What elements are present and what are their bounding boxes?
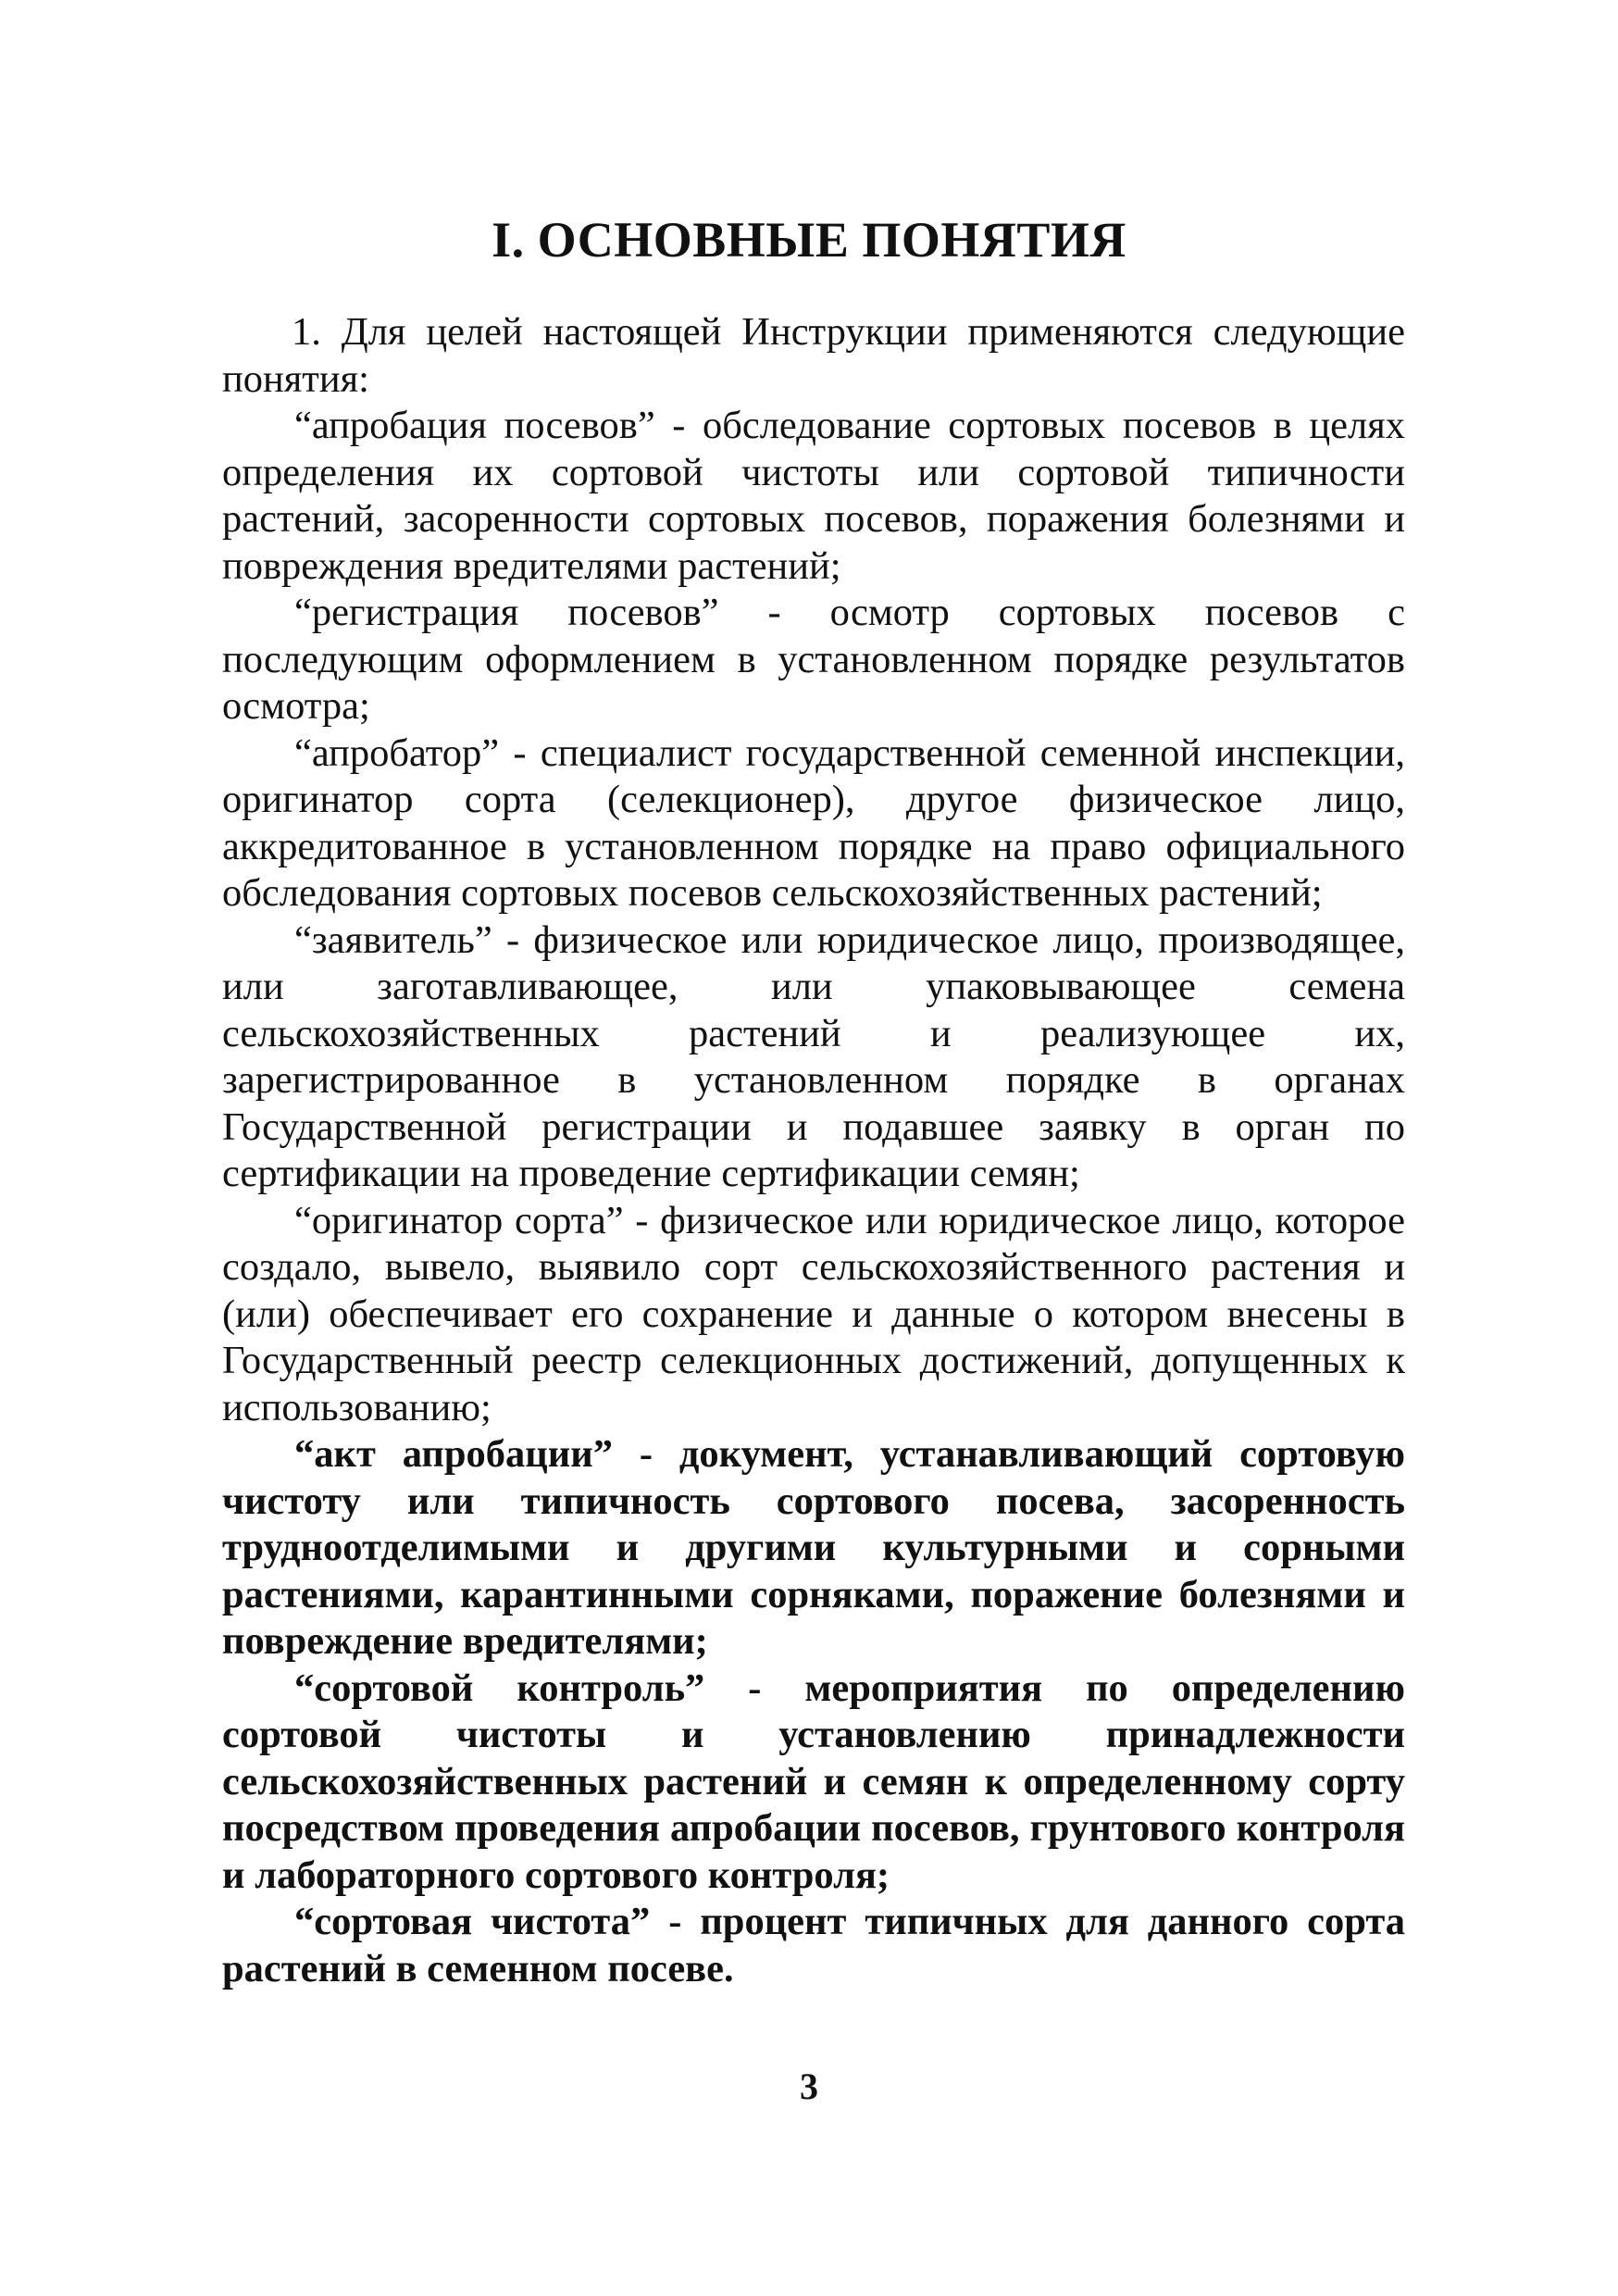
definition-registraciya-posevov: “регистрация посевов” - осмотр сортовых посевов с последующим оформлением в установленном порядке результатов осмотра; <box>222 591 1405 728</box>
document-body <box>222 309 1405 1992</box>
definition-aprobator: “апробатор” - специалист государственной семенной инспекции, оригинатор сорта (селекционер), другое физическое лицо, аккредитованное в установленном порядке на право официального обследования сортовых посевов сельскохозяйственных растений; <box>222 730 1405 915</box>
definition-originator-sorta: “оригинатор сорта” - физическое или юридическое лицо, которое создало, вывело, выявило сорт сельскохозяйственного растения и (или) обеспечивает его сохранение и данные о котором внесены в Государственный реестр селекционных достижений, допущенных к использованию; <box>222 1198 1405 1429</box>
definition-akt-aprobacii: “акт апробации” - документ, устанавливающий сортовую чистоту или типичность сортового посева, засоренность трудноотделимыми и другими культурными и сорными растениями, карантинными сорняками, поражение болезнями и повреждение вредителями; <box>222 1432 1405 1663</box>
intro-paragraph: 1. Для целей настоящей Инструкции применяются следующие понятия: <box>222 310 1405 401</box>
definition-zayavitel: “заявитель” - физическое или юридическое лицо, производящее, или заготавливающее, или упаковывающее семена сельскохозяйственных растений и реализующее их, зарегистрированное в установленном порядке в органах Государственной регистрации и подавшее заявку в орган по сертификации на проведение сертификации семян; <box>222 917 1405 1195</box>
page-number: 3 <box>800 2065 818 2107</box>
definition-sortovoy-kontrol: “сортовой контроль” - мероприятия по определению сортовой чистоты и установлению принадлежности сельскохозяйственных растений и семян к определенному сорту посредством проведения апробации посевов, грунтового контроля и лабораторного сортового контроля; <box>222 1666 1405 1897</box>
section-heading: I. ОСНОВНЫЕ ПОНЯТИЯ <box>492 212 1126 268</box>
definition-aprobaciya-posevov: “апробация посевов” - обследование сортовых посевов в целях определения их сортовой чистоты или сортовой типичности растений, засоренности сортовых посевов, поражения болезнями и повреждения вредителями растений; <box>222 404 1405 588</box>
definition-sortovaya-chistota: “сортовая чистота” - процент типичных для данного сорта растений в семенном посеве. <box>222 1900 1405 1990</box>
